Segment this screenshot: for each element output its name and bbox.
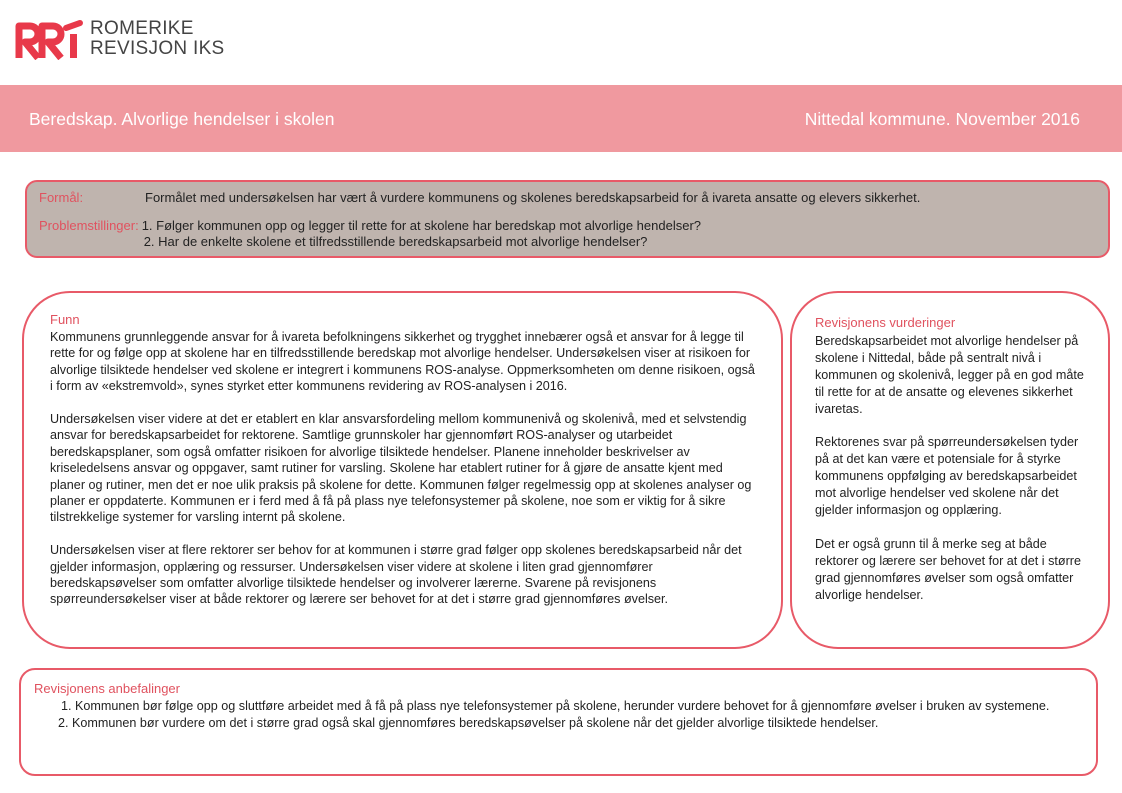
findings-paragraph-1: Kommunens grunnleggende ansvar for å ivareta befolkningens sikkerhet og trygghet innebærer også et ansvar for å legge til rette for og følge opp at skolene har en tilfredsstillende beredskap mot alvorlige hendelser. Undersøkelsen viser at risikoen for alvorlige tilsiktede hendelser ved skolene er integrert i kommunens ROS-analyse. Oppmerksomheten om denne risikoen, også i form av «ekstremvold», synes styrket etter kommunens revidering av ROS-analysen i 2016.: [50, 330, 755, 394]
assessment-paragraph-3: Det er også grunn til å merke seg at både rektorer og lærere ser behovet for at det i større grad gjennomføres øvelser som også omfatter alvorlige hendelser.: [815, 536, 1081, 602]
purpose-row: [39, 190, 920, 205]
header-banner: [0, 85, 1122, 152]
recommendations-list: [58, 698, 1058, 732]
problems-label: Problemstillinger:: [39, 218, 139, 233]
findings-paragraph-2: Undersøkelsen viser videre at det er etablert en klar ansvarsfordeling mellom kommunenivå og skolenivå, med et selvstendig ansvar for beredskapsarbeidet for rektorene. Samtlige grunnskoler har gjennomført ROS-analyser og utarbeidet beredskapsplaner, som også omfatter risikoen for alvorlige tilsiktede hendelser. Planene inneholder beskrivelser av kriseledelsens ansvar og oppgaver, samt rutiner for varsling. Skolene har etablert rutiner for å gjøre de ansatte kjent med planer og rutiner, men det er noe ulik praksis på skolene for dette. Kommunen følger regelmessig opp at skolenes analyser og planer er oppdaterte. Kommunen er i ferd med å få på plass nye telefonsystemer på skolene, noe som er viktig for å sikre tilstrekkelige systemer for varsling internt på skolene.: [50, 412, 752, 525]
logo-wordmark: [90, 19, 225, 59]
assessment-paragraph-2: Rektorenes svar på spørreundersøkelsen tyder på at det kan være et potensiale for å styrke kommunens oppfølging av beredskapsarbeidet mot alvorlige hendelser ved skolene når det gjelder informasjon og opplæring.: [815, 435, 1079, 518]
problem-item-1: 1. Følger kommunen opp og legger til rette for at skolene har beredskap mot alvorlige hendelser?: [141, 218, 702, 233]
problems-row: [39, 218, 701, 250]
page-title: Beredskap. Alvorlige hendelser i skolen: [29, 109, 335, 129]
findings-title: Funn: [50, 312, 80, 327]
problem-item-2: 2. Har de enkelte skolene et tilfredsstillende beredskapsarbeid mot alvorlige hendelser?: [143, 234, 648, 249]
logo: [14, 18, 225, 60]
findings-body: [50, 329, 760, 624]
page-subtitle: Nittedal kommune. November 2016: [804, 109, 1080, 129]
recommendation-item-1: 1. Kommunen bør følge opp og sluttføre arbeidet med å få på plass nye telefonsystemer på skolene, herunder vurdere behovet for å gjennomføre øvelser i bruken av systemene.: [61, 699, 1050, 713]
purpose-box: [25, 180, 1110, 258]
recommendations-title: Revisjonens anbefalinger: [34, 681, 180, 696]
findings-paragraph-3: Undersøkelsen viser at flere rektorer ser behov for at kommunen i større grad følger opp skolenes beredskapsarbeid når det gjelder informasjon, opplæring og ressurser. Undersøkelsen viser videre at skolene i liten grad gjennomfører beredskapsøvelser som omfatter alvorlige tilsiktede hendelser og involverer lærerne. Svarene på revisjonens spørreundersøkelser viser at både rektorer og lærere ser behovet for at det i større grad gjennomføres øvelser.: [50, 543, 742, 607]
purpose-text: Formålet med undersøkelsen har vært å vurdere kommunens og skolenes beredskapsarbeid for å ivareta ansatte og elevers sikkerhet.: [145, 190, 921, 205]
assessment-paragraph-1: Beredskapsarbeidet mot alvorlige hendelser på skolene i Nittedal, både på sentralt nivå i kommunen og skolenivå, legger på en god måte til rette for at de ansatte og elevenes sikkerhet ivaretas.: [815, 334, 1084, 416]
problems-list: [142, 218, 701, 250]
assessment-body: [815, 333, 1085, 620]
purpose-label: Formål:: [39, 190, 84, 205]
recommendation-item-2: 2. Kommunen bør vurdere om det i større grad også skal gjennomføres beredskapsøvelser på skolene når det gjelder alvorlige tilsiktede hendelser.: [58, 716, 879, 730]
logo-line-1: ROMERIKE: [90, 18, 194, 39]
assessment-title: Revisjonens vurderinger: [815, 315, 956, 330]
logo-line-2: REVISJON IKS: [90, 38, 225, 59]
rri-logo-icon: [14, 18, 84, 60]
